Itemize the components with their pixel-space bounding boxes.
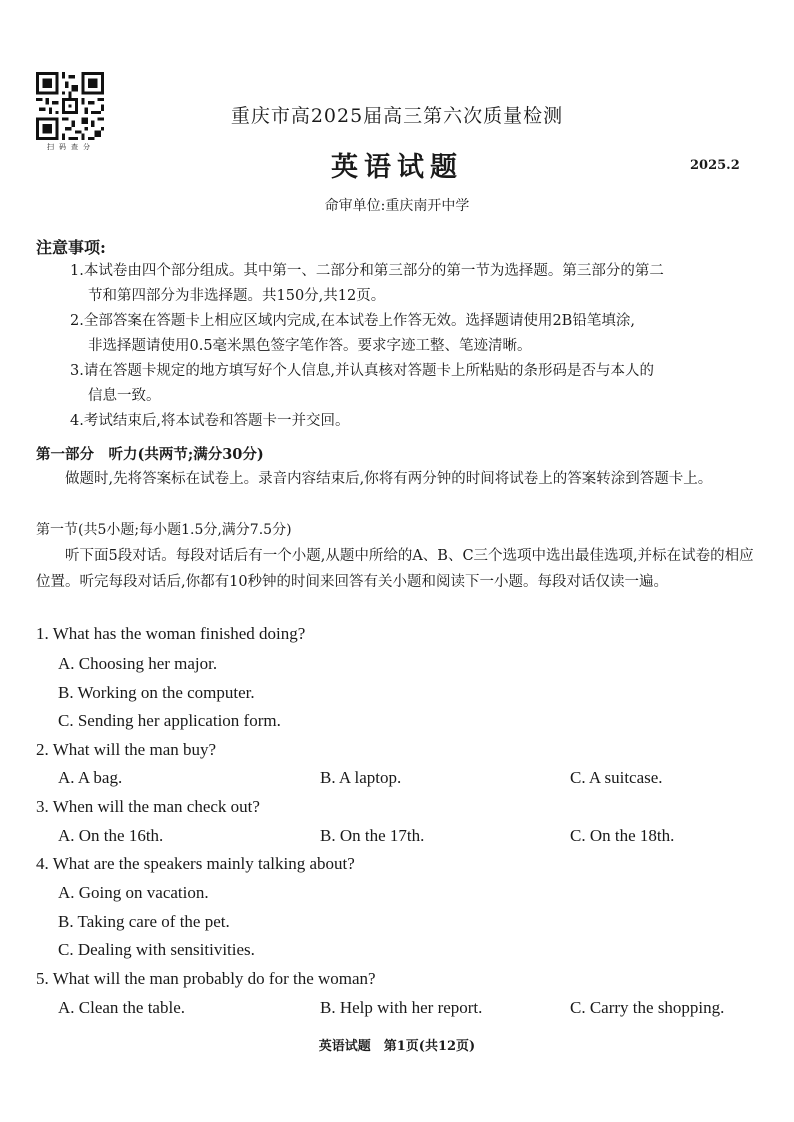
q1-option-a: A. Choosing her major. bbox=[58, 654, 218, 673]
q5-option-b: B. Help with her report. bbox=[320, 998, 483, 1017]
q5-option-a: A. Clean the table. bbox=[58, 998, 185, 1017]
exam-date: 2025.2 bbox=[690, 158, 740, 173]
q4-option-a: A. Going on vacation. bbox=[58, 883, 209, 902]
q1-option-b: B. Working on the computer. bbox=[58, 683, 255, 702]
notice-list bbox=[70, 259, 770, 434]
q3-option-b: B. On the 17th. bbox=[320, 826, 425, 845]
q3-option-a: A. On the 16th. bbox=[58, 826, 164, 845]
notice-item-4: 4.考试结束后,将本试卷和答题卡一并交回。 bbox=[70, 413, 350, 429]
section1-intro: 听下面5段对话。每段对话后有一个小题,从题中所给的A、B、C三个选项中选出最佳选项,并标在试卷的相应位置。听完每段对话后,你都有10秒钟的时间来回答有关小题和阅读下一小题。每段对话仅读一遍。 bbox=[36, 548, 754, 590]
question-4: 4. What are the speakers mainly talking about? bbox=[36, 854, 355, 873]
part1-heading: 第一部分 听力(共两节;满分30分) bbox=[36, 446, 264, 463]
q1-option-c: C. Sending her application form. bbox=[58, 711, 281, 730]
q3-option-c: C. On the 18th. bbox=[570, 826, 675, 845]
part1-intro: 做题时,先将答案标在试卷上。录音内容结束后,你将有两分钟的时间将试卷上的答案转涂到答题卡上。 bbox=[65, 471, 713, 487]
notice-heading: 注意事项: bbox=[36, 238, 106, 257]
exam-series-title: 重庆市高2025届高三第六次质量检测 bbox=[230, 105, 564, 127]
q2-option-a: A. A bag. bbox=[58, 768, 123, 787]
qr-label: 扫码查分 bbox=[47, 143, 95, 151]
question-5: 5. What will the man probably do for the woman? bbox=[36, 969, 376, 988]
q5-option-c: C. Carry the shopping. bbox=[570, 998, 725, 1017]
notice-item-1: 1.本试卷由四个部分组成。其中第一、二部分和第三部分的第一节为选择题。第三部分的第二 节和第四部分为非选择题。共150分,共12页。 bbox=[70, 263, 664, 304]
q2-option-c: C. A suitcase. bbox=[570, 768, 663, 787]
page-title: 英语试题 bbox=[331, 152, 463, 183]
q4-option-c: C. Dealing with sensitivities. bbox=[58, 940, 255, 959]
q2-option-b: B. A laptop. bbox=[320, 768, 402, 787]
setter-unit: 命审单位:重庆南开中学 bbox=[324, 198, 470, 214]
page-footer: 英语试题 第1页(共12页) bbox=[318, 1039, 476, 1054]
question-1: 1. What has the woman finished doing? bbox=[36, 624, 306, 643]
section1-heading: 第一节(共5小题;每小题1.5分,满分7.5分) bbox=[36, 522, 292, 538]
question-2: 2. What will the man buy? bbox=[36, 740, 217, 759]
notice-item-3: 3.请在答题卡规定的地方填写好个人信息,并认真核对答题卡上所粘贴的条形码是否与本人的 信息一致。 bbox=[70, 363, 654, 404]
question-3: 3. When will the man check out? bbox=[36, 797, 260, 816]
notice-item-2: 2.全部答案在答题卡上相应区域内完成,在本试卷上作答无效。选择题请使用2B铅笔填涂, 非选择题请使用0.5毫米黑色签字笔作答。要求字迹工整、笔迹清晰。 bbox=[70, 313, 635, 354]
q4-option-b: B. Taking care of the pet. bbox=[58, 912, 230, 931]
